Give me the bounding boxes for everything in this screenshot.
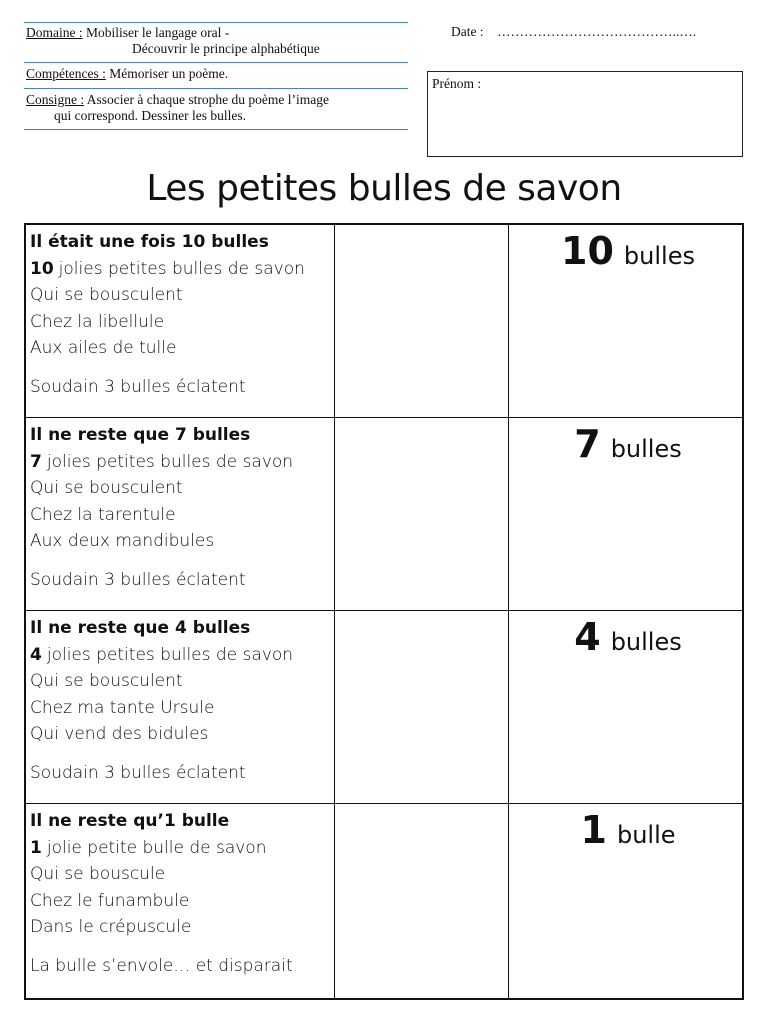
stanza-3 <box>30 615 330 786</box>
poem-table <box>24 223 744 1000</box>
bubble-count-4 <box>510 808 746 852</box>
bubble-count-3-word: bulles <box>610 628 682 656</box>
stanza-1-line-6: Soudain 3 bulles éclatent <box>30 376 246 397</box>
stanza-3-line-6: Soudain 3 bulles éclatent <box>30 762 246 783</box>
stanza-2-number: 7 <box>30 451 42 472</box>
stanza-3-line-3: Qui se bousculent <box>30 671 183 691</box>
stanza-2-line-4: Chez la tarentule <box>30 504 176 525</box>
date-label: Date : <box>451 24 484 39</box>
date-field[interactable] <box>451 24 696 40</box>
stanza-1-line-5: Aux ailes de tulle <box>30 338 177 358</box>
consigne-label: Consigne : <box>26 92 85 107</box>
domaine-label: Domaine : <box>26 25 83 40</box>
header-rule-3 <box>24 88 408 89</box>
bubble-count-3-number: 4 <box>574 615 601 659</box>
domaine-text-2: Découvrir le principe alphabétique <box>132 41 320 56</box>
header-top-rule <box>24 22 408 23</box>
bubble-count-4-number: 1 <box>580 808 607 852</box>
stanza-3-line-5: Qui vend des bidules <box>30 724 209 744</box>
date-dots: …………………………………..…. <box>497 24 697 39</box>
stanza-4-line-2: 1 jolie petite bulle de savon <box>30 837 267 858</box>
bubble-count-2-number: 7 <box>574 422 601 466</box>
competences-text: Mémoriser un poème. <box>109 66 229 81</box>
prenom-box[interactable] <box>427 71 743 157</box>
row-divider-2 <box>26 610 742 611</box>
stanza-4-line-3: Qui se bouscule <box>30 864 166 884</box>
stanza-3-line-2: 4 jolies petites bulles de savon <box>30 644 294 665</box>
stanza-3-line-1: Il ne reste que 4 bulles <box>30 618 251 638</box>
stanza-2-line-2: 7 jolies petites bulles de savon <box>30 451 294 472</box>
consigne-row <box>26 92 406 124</box>
column-divider-1 <box>334 225 335 998</box>
stanza-2-line-5: Aux deux mandibules <box>30 531 215 551</box>
stanza-4-line-1: Il ne reste qu’1 bulle <box>30 811 230 831</box>
stanza-2 <box>30 422 330 593</box>
page-title: Les petites bulles de savon <box>146 168 622 209</box>
stanza-4-number: 1 <box>30 837 42 858</box>
bubble-count-2 <box>510 422 746 466</box>
consigne-text-2: qui correspond. Dessiner les bulles. <box>54 108 246 123</box>
bubble-count-3 <box>510 615 746 659</box>
domaine-text-1: Mobiliser le langage oral - <box>86 25 230 40</box>
header-bottom-rule <box>24 129 408 130</box>
bubble-count-4-word: bulle <box>616 821 676 849</box>
stanza-4-line-5: Dans le crépuscule <box>30 917 192 937</box>
competences-row <box>26 66 406 82</box>
consigne-text-1: Associer à chaque strophe du poème l’image <box>86 92 329 107</box>
bubble-count-1-number: 10 <box>561 229 614 273</box>
stanza-1-line-3: Qui se bousculent <box>30 285 183 305</box>
bubble-count-2-word: bulles <box>610 435 682 463</box>
stanza-1-line-2: 10 jolies petites bulles de savon <box>30 258 305 279</box>
row-divider-3 <box>26 803 742 804</box>
column-divider-2 <box>508 225 509 998</box>
stanza-2-line-6: Soudain 3 bulles éclatent <box>30 569 246 590</box>
bubble-count-1 <box>510 229 746 273</box>
stanza-3-line-4: Chez ma tante Ursule <box>30 697 215 718</box>
stanza-1 <box>30 229 330 400</box>
prenom-label: Prénom : <box>432 76 482 91</box>
header-rule-2 <box>24 62 408 63</box>
row-divider-1 <box>26 417 742 418</box>
bubble-count-1-word: bulles <box>623 242 695 270</box>
competences-label: Compétences : <box>26 66 106 81</box>
stanza-1-line-4: Chez la libellule <box>30 311 165 332</box>
stanza-3-number: 4 <box>30 644 42 665</box>
stanza-4-line-6: La bulle s’envole… et disparait <box>30 955 293 976</box>
stanza-2-line-1: Il ne reste que 7 bulles <box>30 425 251 445</box>
stanza-4 <box>30 808 330 979</box>
stanza-4-line-4: Chez le funambule <box>30 890 190 911</box>
stanza-1-number: 10 <box>30 258 54 279</box>
domaine-row <box>26 25 406 57</box>
stanza-2-line-3: Qui se bousculent <box>30 478 183 498</box>
stanza-1-line-1: Il était une fois 10 bulles <box>30 232 269 252</box>
